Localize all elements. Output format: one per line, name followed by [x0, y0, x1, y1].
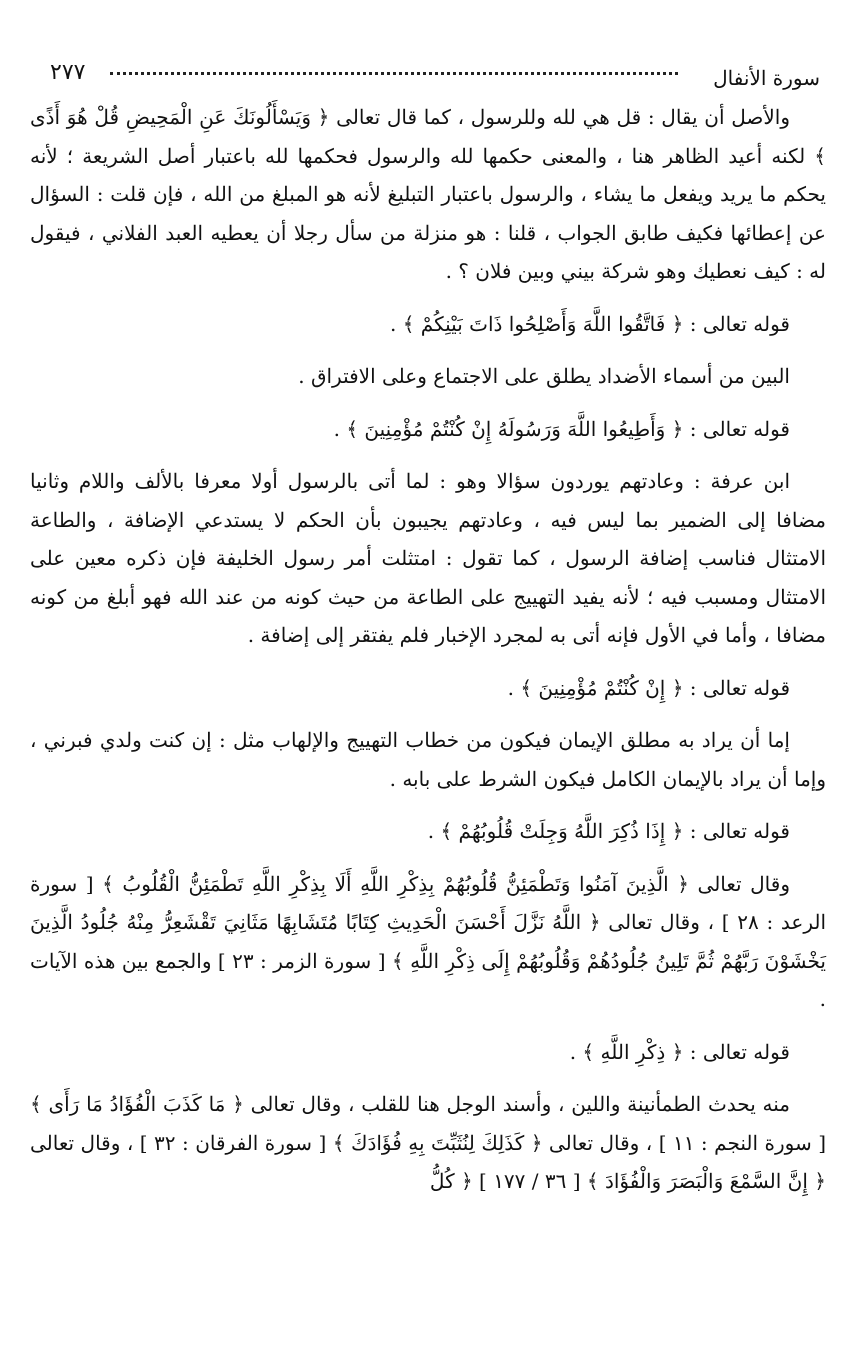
paragraph: البين من أسماء الأضداد يطلق على الاجتماع وعلى الافتراق .	[298, 364, 790, 388]
surah-title: سورة الأنفال	[713, 66, 820, 90]
header-dotted-leader	[110, 72, 678, 75]
page-number: ٢٧٧	[50, 60, 86, 85]
paragraph: إما أن يراد به مطلق الإيمان فيكون من خطاب التهييج والإلهاب مثل : إن كنت ولدي فبرني ، وإما أن يراد بالإيمان الكامل فيكون الشرط على بابه .	[30, 728, 826, 791]
verse-heading: قوله تعالى : ﴿ إِذَا ذُكِرَ اللَّهُ وَجِلَتْ قُلُوبُهُمْ ﴾ .	[427, 819, 790, 843]
verse-heading: قوله تعالى : ﴿ وَأَطِيعُوا اللَّهَ وَرَسُولَهُ إِنْ كُنْتُمْ مُؤْمِنِينَ ﴾ .	[333, 416, 790, 441]
paragraph: والأصل أن يقال : قل هي لله وللرسول ، كما قال تعالى ﴿ وَيَسْأَلُونَكَ عَنِ الْمَحِيضِ قُلْ هُوَ أَذًى ﴾ لكنه أعيد الظاهر هنا ، والمعنى حكمها لله والرسول فحكمها لله باعتبار أصل الشريعة ؛ لأنه يحكم ما يريد ويفعل ما يشاء ، والرسول باعتبار التبليغ لأنه هو المبلغ من الله ، فإن قلت : السؤال عن إعطائها فكيف طابق الجواب ، قلنا : هو منزلة من سأل رجلا أن يعطيه العبد الفلاني ، فيقول له : كيف نعطيك وهو شركة بيني وبين فلان ؟ .	[30, 105, 826, 283]
paragraph: وقال تعالى ﴿ الَّذِينَ آمَنُوا وَتَطْمَئِنُّ قُلُوبُهُمْ بِذِكْرِ اللَّهِ أَلَا بِذِكْرِ اللَّهِ تَطْمَئِنُّ الْقُلُوبُ ﴾ [ سورة الرعد : ٢٨ ] ، وقال تعالى ﴿ اللَّهُ نَزَّلَ أَحْسَنَ الْحَدِيثِ كِتَابًا مُتَشَابِهًا مَثَانِيَ تَقْشَعِرُّ مِنْهُ جُلُودُ الَّذِينَ يَخْشَوْنَ رَبَّهُمْ ثُمَّ تَلِينُ جُلُودُهُمْ وَقُلُوبُهُمْ إِلَى ذِكْرِ اللَّهِ ﴾ [ سورة الزمر : ٢٣ ] والجمع بين هذه الآيات .	[30, 871, 827, 1011]
paragraph: ابن عرفة : وعادتهم يوردون سؤالا وهو : لما أتى بالرسول أولا معرفا بالألف واللام وثانيا مضافا إلى الضمير بما ليس فيه ، وعادتهم يجيبون بأن الحكم لا يستدعي الإضافة ، والطاعة الامتثال فناسب إضافة الرسول ، كما تقول : امتثلت أمر رسول الخليفة فإن ذكره معين على الامتثال ومسبب فيه ؛ لأنه يفيد التهييج على الطاعة من حيث كونه من عند الله فهو أبلغ من كونه مضافا ، وأما في الأول فإنه أتى به لمجرد الإخبار فلم يفتقر إلى إضافة .	[30, 469, 827, 647]
page-body	[30, 98, 826, 1201]
page-header	[50, 58, 820, 92]
verse-heading: قوله تعالى : ﴿ إِنْ كُنْتُمْ مُؤْمِنِينَ ﴾ .	[507, 675, 790, 700]
verse-heading: قوله تعالى : ﴿ ذِكْرِ اللَّهِ ﴾ .	[569, 1039, 790, 1064]
verse-heading: قوله تعالى : ﴿ فَاتَّقُوا اللَّهَ وَأَصْلِحُوا ذَاتَ بَيْنِكُمْ ﴾ .	[389, 311, 790, 336]
paragraph: منه يحدث الطمأنينة واللين ، وأسند الوجل هنا للقلب ، وقال تعالى ﴿ مَا كَذَبَ الْفُؤَادُ مَا رَأَى ﴾ [ سورة النجم : ١١ ] ، وقال تعالى ﴿ كَذَلِكَ لِنُثَبِّتَ بِهِ فُؤَادَكَ ﴾ [ سورة الفرقان : ٣٢ ] ، وقال تعالى ﴿ إِنَّ السَّمْعَ وَالْبَصَرَ وَالْفُؤَادَ ﴾ [ ٣٦ / ١٧٧ ] ﴿ كُلُّ	[30, 1092, 827, 1193]
